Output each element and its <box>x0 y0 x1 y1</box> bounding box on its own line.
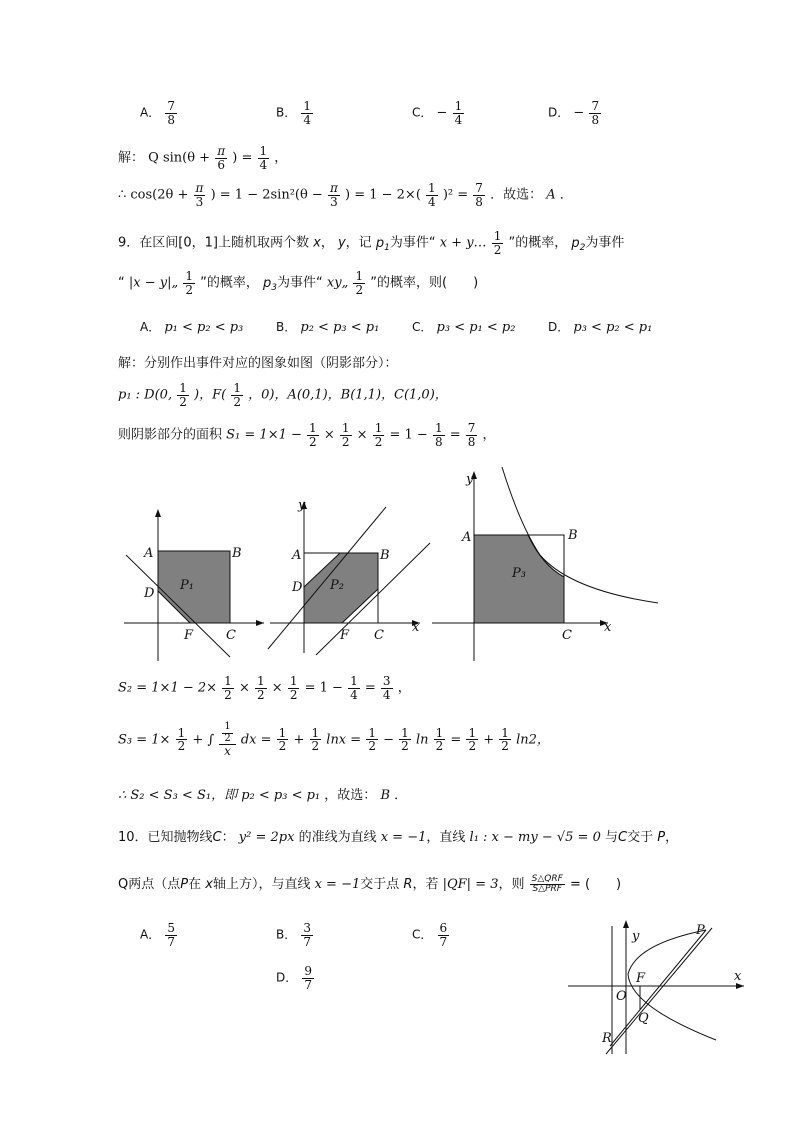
q10-option-b: B． $\frac{3}{7}$ <box>276 921 312 949</box>
label-y: y <box>466 472 474 487</box>
figure-p2 <box>266 495 426 655</box>
label-C: C <box>374 628 384 643</box>
label-P: P <box>696 923 705 938</box>
label-F: F <box>184 628 194 643</box>
label-B: B <box>380 548 390 563</box>
q10-stem-line1: 10．已知抛物线C： y² = 2px 的准线为直线 x = −1，直线 l₁ : x − my − √5 = 0 与C交于 P， <box>118 830 679 845</box>
label-A: A <box>462 530 472 545</box>
q9-option-a: A． p₁ < p₂ < p₃ <box>140 320 244 335</box>
minus-sign: − <box>436 105 448 121</box>
q9-option-c: C． p₃ < p₁ < p₂ <box>412 320 516 335</box>
label-Q: Q <box>638 1011 649 1026</box>
segment-RP <box>610 930 706 1046</box>
q8-option-c <box>412 100 465 126</box>
label-P2: P₂ <box>330 578 344 593</box>
label-P3: P₃ <box>512 566 526 581</box>
fraction: $\frac{1}{4}$ <box>303 99 312 127</box>
q9-solution-points: p₁ : D(0, $\frac{1}{2}$ )，F( $\frac{1}{2}$ ，0)，A(0,1)，B(1,1)，C(1,0)， <box>118 381 448 409</box>
q9-solution-area: 则阴影部分的面积 S₁ = 1×1 − $\frac{1}{2}$ × $\frac{1}{2}$ × $\frac{1}{2}$ = 1 − $\frac{1}{8}$ = $\frac{7}{8}$ ， <box>118 421 496 449</box>
label-y: y <box>632 929 640 944</box>
label-O: O <box>616 989 627 1004</box>
q8-solution-line2: ∴ cos(2θ + $\frac{\pi}{3}$ ) = 1 − 2sin²(θ − $\frac{\pi}{3}$ ) = 1 − 2×( $\frac{1}{4}$ )² = $\frac{7}{8}$ ．故选： A ． <box>118 181 573 209</box>
fraction: $\frac{1}{4}$ <box>454 99 463 127</box>
shaded-region-p1 <box>158 551 230 623</box>
q10-option-d: D． $\frac{9}{7}$ <box>276 964 313 992</box>
q8-option-b <box>276 100 314 126</box>
q9-s3: S₃ = 1× $\frac{1}{2}$ + ∫ $\frac{\frac{1}{2}}{x}$ dx = $\frac{1}{2}$ + $\frac{1}{2}$ lnx = $\frac{1}{2}$ − $\frac{1}{2}$ ln $\frac{1}{2}$ = $\frac{1}{2}$ + $\frac{1}{2}$ ln2， <box>118 721 550 758</box>
q9-stem-line1: 9．在区间[0，1]上随机取两个数 x， y，记 $p_1$为事件“ x + y… $\frac{1}{2}$ ”的概率， $p_2$为事件 <box>118 229 625 257</box>
label-D: D <box>144 586 155 601</box>
q8-option-d <box>548 100 602 126</box>
label-A: A <box>144 546 154 561</box>
label-F: F <box>636 971 646 986</box>
q10-stem-line2: Q两点（点P在 x轴上方），与直线 x = −1交于点 R，若 |QF| = 3，则 $\frac{\text{S△QRF}}{\text{S△PRF}}$ = ( ) <box>118 873 622 894</box>
label-B: B <box>232 546 242 561</box>
label-F: F <box>340 628 350 643</box>
label-y: y <box>298 498 306 513</box>
label-D: D <box>292 580 303 595</box>
q9-s2: S₂ = 1×1 − 2× $\frac{1}{2}$ × $\frac{1}{2}$ × $\frac{1}{2}$ = 1 − $\frac{1}{4}$ = $\frac{3}{4}$ ， <box>118 674 411 702</box>
option-letter: A． <box>140 105 161 120</box>
label-x: x <box>604 620 612 635</box>
label-C: C <box>562 628 572 643</box>
minus-sign: − <box>573 105 585 121</box>
q9-option-b: B． p₂ < p₃ < p₁ <box>276 320 380 335</box>
label-A: A <box>292 548 302 563</box>
option-letter: B． <box>276 105 297 120</box>
figure-p1 <box>118 505 268 665</box>
label-B: B <box>568 528 578 543</box>
q9-solution-intro: 解：分别作出事件对应的图象如图（阴影部分）： <box>118 356 398 371</box>
y-arrow <box>155 509 161 517</box>
q9-option-d: D． p₃ < p₂ < p₁ <box>548 320 653 335</box>
figure-p3 <box>430 465 620 665</box>
q10-option-a: A． $\frac{5}{7}$ <box>140 921 175 949</box>
label-x: x <box>734 969 742 984</box>
y-arrow <box>623 920 629 928</box>
label-P1: P₁ <box>180 578 194 593</box>
option-letter: D． <box>548 105 570 120</box>
figure-parabola <box>566 914 756 1064</box>
q9-conclusion: ∴ S₂ < S₃ < S₁，即 p₂ < p₃ < p₁ ，故选： B ． <box>118 788 408 803</box>
q9-stem-line2: “ |x − y|„ $\frac{1}{2}$ ”的概率， $p_3$为事件“ xy„ $\frac{1}{2}$ ”的概率，则( ) <box>118 269 479 297</box>
label-x: x <box>412 620 420 635</box>
fraction: $\frac{7}{8}$ <box>591 99 600 127</box>
q10-option-c: C． $\frac{6}{7}$ <box>412 921 448 949</box>
q8-option-a <box>140 100 178 126</box>
option-letter: C． <box>412 105 433 120</box>
label-R: R <box>602 1031 612 1046</box>
q8-solution-line1: 解： Q sin(θ + $\frac{\pi}{6}$ ) = $\frac{1}{4}$ ， <box>118 144 288 172</box>
x-arrow <box>256 620 264 626</box>
label-C: C <box>226 628 236 643</box>
fraction: $\frac{7}{8}$ <box>167 99 175 127</box>
